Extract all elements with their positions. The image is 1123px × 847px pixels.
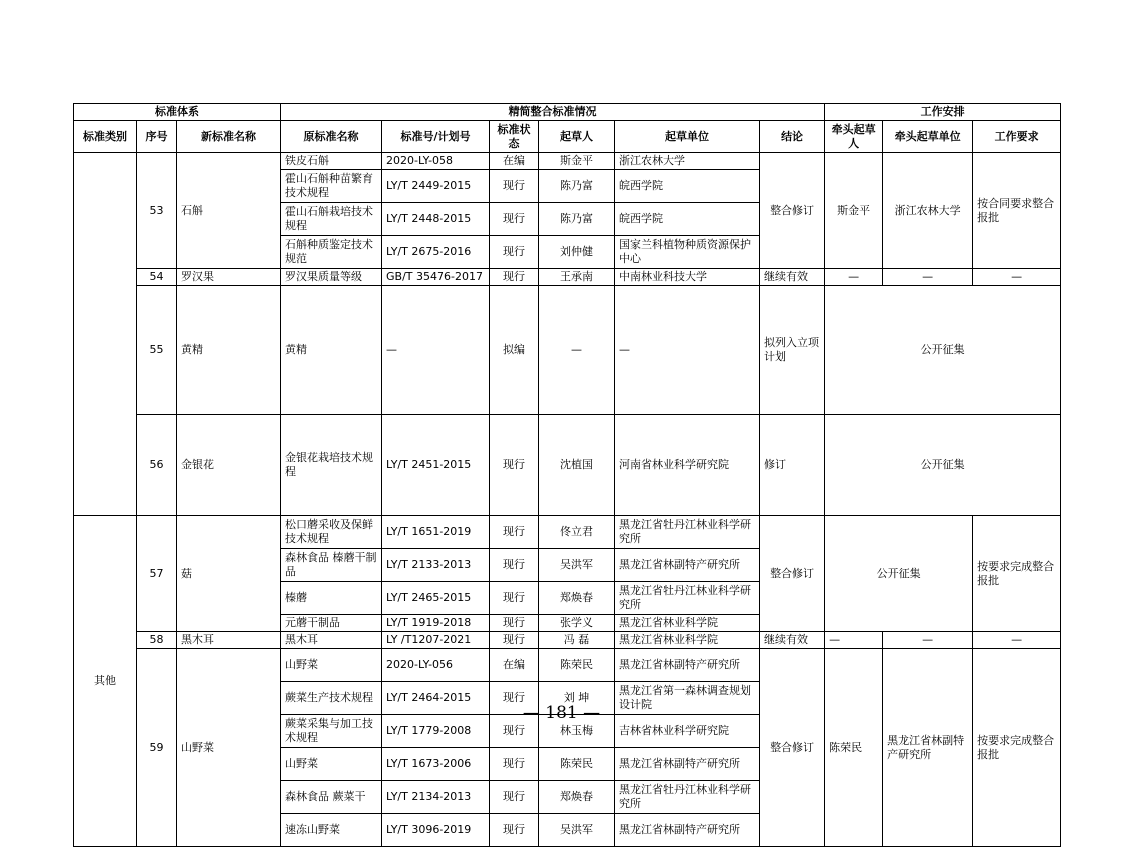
dash-cell: — (539, 286, 615, 415)
category-cell: 其他 (74, 516, 137, 847)
unit-cell: 国家兰科植物种质资源保护中心 (615, 236, 760, 269)
drafter-cell: 陈荣民 (539, 649, 615, 682)
orig-name-cell: 黑木耳 (281, 632, 382, 649)
header-orig-name: 原标准名称 (281, 121, 382, 153)
unit-cell: 黑龙江省牡丹江林业科学研究所 (615, 582, 760, 615)
drafter-cell: 吴洪军 (539, 814, 615, 847)
dash-cell: — (825, 269, 883, 286)
status-cell: 现行 (490, 615, 539, 632)
status-cell: 现行 (490, 170, 539, 203)
status-cell: 在编 (490, 153, 539, 170)
orig-name-cell: 蕨菜采集与加工技术规程 (281, 715, 382, 748)
conclusion-cell: 整合修订 (760, 153, 825, 269)
requirement-cell: 按合同要求整合报批 (973, 153, 1061, 269)
conclusion-cell: 继续有效 (760, 269, 825, 286)
drafter-cell: 郑焕春 (539, 582, 615, 615)
std-no-cell: LY/T 1673-2006 (382, 748, 490, 781)
orig-name-cell: 速冻山野菜 (281, 814, 382, 847)
lead-cell: 公开征集 (825, 286, 1061, 415)
orig-name-cell: 山野菜 (281, 649, 382, 682)
category-cell-blank (74, 153, 137, 516)
std-no-cell: LY/T 3096-2019 (382, 814, 490, 847)
std-no-cell: LY/T 2133-2013 (382, 549, 490, 582)
orig-name-cell: 榛蘑 (281, 582, 382, 615)
status-cell: 拟编 (490, 286, 539, 415)
status-cell: 现行 (490, 269, 539, 286)
seq-cell: 59 (137, 649, 177, 847)
unit-cell: 吉林省林业科学研究院 (615, 715, 760, 748)
drafter-cell: 斯金平 (539, 153, 615, 170)
lead-cell: 公开征集 (825, 415, 1061, 516)
unit-cell: 黑龙江省林副特产研究所 (615, 814, 760, 847)
page-number: — 181 — (522, 703, 601, 723)
drafter-cell: 陈荣民 (539, 748, 615, 781)
std-no-cell: LY /T1207-2021 (382, 632, 490, 649)
conclusion-cell: 修订 (760, 415, 825, 516)
drafter-cell: 陈乃富 (539, 203, 615, 236)
seq-cell: 53 (137, 153, 177, 269)
lead-unit-cell: 黑龙江省林副特产研究所 (883, 649, 973, 847)
header-group-consolidation: 精简整合标准情况 (281, 104, 825, 121)
unit-cell: 黑龙江省林业科学院 (615, 615, 760, 632)
conclusion-cell: 继续有效 (760, 632, 825, 649)
status-cell: 现行 (490, 715, 539, 748)
drafter-cell: 吴洪军 (539, 549, 615, 582)
orig-name-cell: 松口蘑采收及保鲜技术规程 (281, 516, 382, 549)
orig-name-cell: 山野菜 (281, 748, 382, 781)
std-no-cell: LY/T 2464-2015 (382, 682, 490, 715)
dash-cell: — (973, 269, 1061, 286)
table-row (74, 269, 1061, 286)
orig-name-cell: 森林食品 蕨菜干 (281, 781, 382, 814)
table-row (74, 415, 1061, 516)
status-cell: 现行 (490, 549, 539, 582)
new-name-cell: 菇 (177, 516, 281, 632)
header-requirement: 工作要求 (973, 121, 1061, 153)
status-cell: 现行 (490, 582, 539, 615)
orig-name-cell: 金银花栽培技术规程 (281, 415, 382, 516)
std-no-cell: 2020-LY-058 (382, 153, 490, 170)
header-std-no: 标准号/计划号 (382, 121, 490, 153)
std-no-cell: LY/T 2465-2015 (382, 582, 490, 615)
dash-cell: — (615, 286, 760, 415)
conclusion-cell: 整合修订 (760, 649, 825, 847)
status-cell: 在编 (490, 649, 539, 682)
header-lead-drafter: 牵头起草人 (825, 121, 883, 153)
header-new-name: 新标准名称 (177, 121, 281, 153)
status-cell: 现行 (490, 203, 539, 236)
orig-name-cell: 铁皮石斛 (281, 153, 382, 170)
drafter-cell: 陈乃富 (539, 170, 615, 203)
std-no-cell: GB/T 35476-2017 (382, 269, 490, 286)
table-row (74, 286, 1061, 415)
new-name-cell: 山野菜 (177, 649, 281, 847)
drafter-cell: 沈植国 (539, 415, 615, 516)
drafter-cell: 郑焕春 (539, 781, 615, 814)
unit-cell: 河南省林业科学研究院 (615, 415, 760, 516)
conclusion-cell: 整合修订 (760, 516, 825, 632)
requirement-cell: 按要求完成整合报批 (973, 516, 1061, 632)
std-no-cell: LY/T 2675-2016 (382, 236, 490, 269)
std-no-cell: LY/T 2451-2015 (382, 415, 490, 516)
seq-cell: 57 (137, 516, 177, 632)
header-group-work-plan: 工作安排 (825, 104, 1061, 121)
seq-cell: 58 (137, 632, 177, 649)
drafter-cell: 刘 坤 (539, 682, 615, 715)
header-category: 标准类别 (74, 121, 137, 153)
std-no-cell: LY/T 1651-2019 (382, 516, 490, 549)
unit-cell: 黑龙江省牡丹江林业科学研究所 (615, 781, 760, 814)
dash-cell: — (973, 632, 1061, 649)
requirement-cell: 按要求完成整合报批 (973, 649, 1061, 847)
dash-cell: — (825, 632, 883, 649)
table-row (74, 516, 1061, 549)
lead-cell: 公开征集 (825, 516, 973, 632)
table-row (74, 153, 1061, 170)
drafter-cell: 刘仲健 (539, 236, 615, 269)
status-cell: 现行 (490, 781, 539, 814)
unit-cell: 浙江农林大学 (615, 153, 760, 170)
lead-drafter-cell: 斯金平 (825, 153, 883, 269)
unit-cell: 黑龙江省林副特产研究所 (615, 549, 760, 582)
drafter-cell: 王承南 (539, 269, 615, 286)
unit-cell: 黑龙江省林业科学院 (615, 632, 760, 649)
new-name-cell: 罗汉果 (177, 269, 281, 286)
new-name-cell: 石斛 (177, 153, 281, 269)
unit-cell: 黑龙江省林副特产研究所 (615, 748, 760, 781)
header-unit: 起草单位 (615, 121, 760, 153)
orig-name-cell: 石斛种质鉴定技术规范 (281, 236, 382, 269)
header-lead-unit: 牵头起草单位 (883, 121, 973, 153)
std-no-cell: LY/T 2134-2013 (382, 781, 490, 814)
orig-name-cell: 森林食品 榛蘑干制品 (281, 549, 382, 582)
std-no-cell: LY/T 2449-2015 (382, 170, 490, 203)
drafter-cell: 冯 磊 (539, 632, 615, 649)
seq-cell: 56 (137, 415, 177, 516)
unit-cell: 黑龙江省第一森林调查规划设计院 (615, 682, 760, 715)
status-cell: 现行 (490, 236, 539, 269)
std-no-cell: 2020-LY-056 (382, 649, 490, 682)
dash-cell: — (883, 269, 973, 286)
std-no-cell: LY/T 1919-2018 (382, 615, 490, 632)
header-drafter: 起草人 (539, 121, 615, 153)
orig-name-cell: 霍山石斛栽培技术规程 (281, 203, 382, 236)
conclusion-cell: 拟列入立项计划 (760, 286, 825, 415)
std-no-cell: LY/T 1779-2008 (382, 715, 490, 748)
unit-cell: 黑龙江省林副特产研究所 (615, 649, 760, 682)
drafter-cell: 林玉梅 (539, 715, 615, 748)
drafter-cell: 佟立君 (539, 516, 615, 549)
new-name-cell: 金银花 (177, 415, 281, 516)
table-row (74, 632, 1061, 649)
orig-name-cell: 蕨菜生产技术规程 (281, 682, 382, 715)
standards-table (73, 103, 1061, 847)
new-name-cell: 黄精 (177, 286, 281, 415)
status-cell: 现行 (490, 814, 539, 847)
lead-drafter-cell: 陈荣民 (825, 649, 883, 847)
orig-name-cell: 元蘑干制品 (281, 615, 382, 632)
status-cell: 现行 (490, 682, 539, 715)
dash-cell: — (382, 286, 490, 415)
drafter-cell: 张学义 (539, 615, 615, 632)
unit-cell: 皖西学院 (615, 203, 760, 236)
status-cell: 现行 (490, 516, 539, 549)
unit-cell: 中南林业科技大学 (615, 269, 760, 286)
header-status: 标准状态 (490, 121, 539, 153)
std-no-cell: LY/T 2448-2015 (382, 203, 490, 236)
unit-cell: 黑龙江省牡丹江林业科学研究所 (615, 516, 760, 549)
header-conclusion: 结论 (760, 121, 825, 153)
orig-name-cell: 罗汉果质量等级 (281, 269, 382, 286)
status-cell: 现行 (490, 632, 539, 649)
unit-cell: 皖西学院 (615, 170, 760, 203)
orig-name-cell: 黄精 (281, 286, 382, 415)
seq-cell: 55 (137, 286, 177, 415)
status-cell: 现行 (490, 415, 539, 516)
new-name-cell: 黑木耳 (177, 632, 281, 649)
header-group-standard-system: 标准体系 (74, 104, 281, 121)
lead-unit-cell: 浙江农林大学 (883, 153, 973, 269)
header-seq: 序号 (137, 121, 177, 153)
orig-name-cell: 霍山石斛种苗繁育技术规程 (281, 170, 382, 203)
table-row (74, 649, 1061, 682)
seq-cell: 54 (137, 269, 177, 286)
status-cell: 现行 (490, 748, 539, 781)
dash-cell: — (883, 632, 973, 649)
